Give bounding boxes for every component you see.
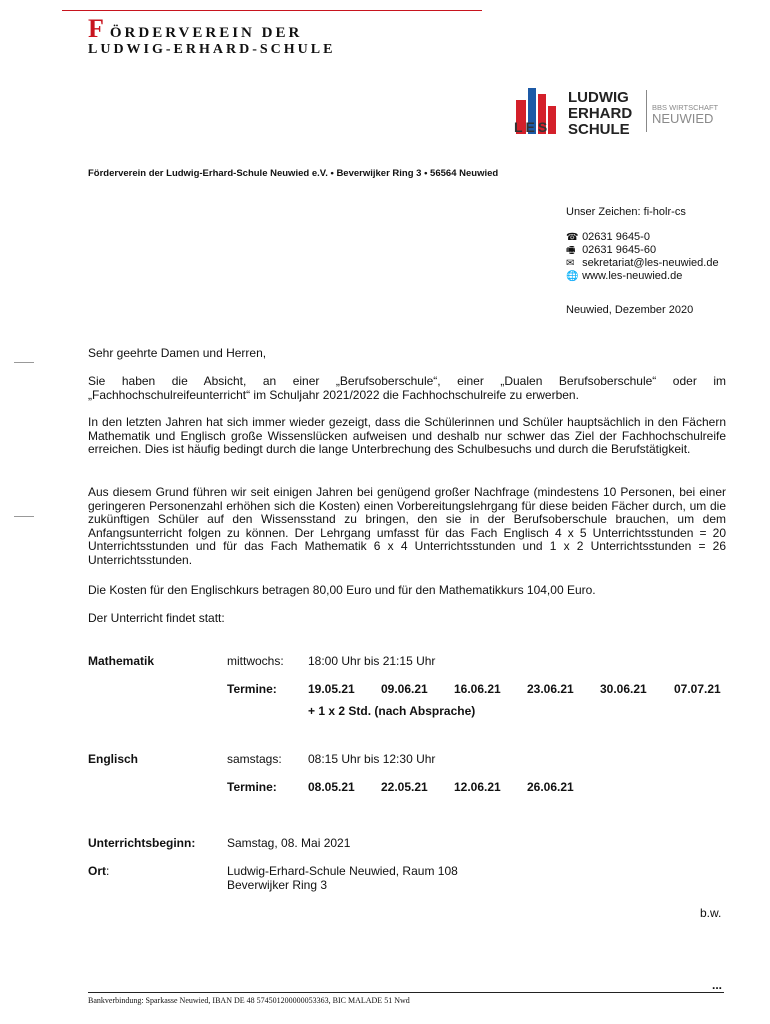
place-colon: : [106, 864, 110, 878]
letterhead-line-2: LUDWIG-ERHARD-SCHULE [88, 42, 336, 57]
logo-name-3: SCHULE [568, 121, 630, 136]
course-english-date: 08.05.21 [308, 780, 355, 794]
contact-phone-text: 02631 9645-0 [582, 231, 650, 243]
paragraph-5: Der Unterricht findet statt: [88, 611, 225, 625]
logo-name-1: LUDWIG [568, 89, 629, 106]
paragraph-2: In den letzten Jahren hat sich immer wieder gezeigt, dass die Schülerinnen und Schüler hauptsächlich in den Fächern Mathematik und Englisch große Wissenslücken aufweisen und deshalb nur schwer das Ziel der Fachhochschulreife erreichen. Dies ist häufig bedingt durch die lange Unterbrechung des Schulbesuchs und durch die Berufstätigkeit. [88, 415, 726, 456]
course-math-extra: + 1 x 2 Std. (nach Absprache) [308, 704, 476, 718]
contact-web[interactable] [566, 270, 719, 283]
contact-email-text[interactable]: sekretariat@les-neuwied.de [582, 257, 719, 269]
place-line-2: Beverwijker Ring 3 [227, 878, 328, 892]
logo-sub-2: NEUWIED [652, 111, 714, 126]
contact-fax-text: 02631 9645-60 [582, 244, 657, 256]
paragraph-1: Sie haben die Absicht, an einer „Berufsoberschule“, einer „Dualen Berufsoberschule“ oder im „Fachhochschulreifeunterricht“ im Schuljahr 2021/2022 die Fachhochschulreife zu erwerben. [88, 374, 726, 402]
letterhead-line-1-text: ÖRDERVEREIN DER [109, 25, 303, 41]
logo-letters: LES [514, 119, 551, 135]
course-math-subject: Mathematik [88, 654, 155, 668]
course-math-date: 19.05.21 [308, 682, 355, 696]
fold-mark-2 [14, 516, 34, 517]
course-math-date: 09.06.21 [381, 682, 428, 696]
course-english-date: 22.05.21 [381, 780, 428, 794]
logo-sub-1: BBS WIRTSCHAFT [652, 103, 719, 112]
course-math-date: 23.06.21 [527, 682, 574, 696]
school-logo [510, 86, 725, 136]
fold-mark-1 [14, 362, 34, 363]
contact-fax [566, 244, 719, 257]
course-math-time: 18:00 Uhr bis 21:15 Uhr [308, 654, 436, 668]
course-math-termine-label: Termine: [227, 682, 277, 696]
course-english-time: 08:15 Uhr bis 12:30 Uhr [308, 752, 436, 766]
fax-icon: 🖷 [566, 245, 576, 256]
phone-icon: ☎ [566, 232, 579, 243]
start-label: Unterrichtsbeginn: [88, 836, 196, 850]
start-value: Samstag, 08. Mai 2021 [227, 836, 351, 850]
salutation: Sehr geehrte Damen und Herren, [88, 346, 267, 360]
place-label: Ort [88, 864, 106, 878]
course-english-day: samstags: [227, 752, 282, 766]
continuation-dots: ... [712, 978, 723, 992]
contact-web-text[interactable]: www.les-neuwied.de [582, 270, 683, 282]
course-math-date: 16.06.21 [454, 682, 501, 696]
letterhead-initial: F [88, 14, 104, 43]
place-line-1: Ludwig-Erhard-Schule Neuwied, Raum 108 [227, 864, 458, 878]
bank-footer: Bankverbindung: Sparkasse Neuwied, IBAN DE 48 574501200000053363, BIC MALADE 51 Nwd [88, 996, 410, 1005]
course-math-date: 07.07.21 [674, 682, 721, 696]
header-rule [62, 10, 482, 11]
contact-phone [566, 231, 719, 244]
contact-email[interactable] [566, 257, 719, 270]
course-math-date: 30.06.21 [600, 682, 647, 696]
globe-icon: 🌐 [566, 271, 579, 282]
course-english-date: 12.06.21 [454, 780, 501, 794]
sender-line: Förderverein der Ludwig-Erhard-Schule Neuwied e.V. • Beverwijker Ring 3 • 56564 Neuwied [88, 168, 499, 179]
paragraph-3: Aus diesem Grund führen wir seit einigen Jahren bei genügend großer Nachfrage (mindestens 10 Personen, bei einer geringeren Personenzahl erhöhen sich die Kosten) einen Vorbereitungslehrgang für diese beiden Fächer durch, um die zukünftigen Schüler auf den Wissensstand zu bringen, den sie in der Berufsoberschule brauchen, um dem Anfangsunterricht folgen zu können. Der Lehrgang umfasst für das Fach Englisch 4 x 5 Unterrichtsstunden = 20 Unterrichtsstunden und für das Fach Mathematik 6 x 4 Unterrichtsstunden und 1 x 2 Unterrichtsstunden = 26 Unterrichtsstunden. [88, 485, 726, 567]
contact-block [566, 231, 719, 283]
letterhead-line-1 [88, 14, 302, 44]
paragraph-4: Die Kosten für den Englischkurs betragen 80,00 Euro und für den Mathematikkurs 104,00 Euro. [88, 583, 596, 597]
continue-note: b.w. [700, 906, 722, 920]
email-icon: ✉ [566, 258, 575, 269]
course-math-day: mittwochs: [227, 654, 284, 668]
footer-rule [88, 992, 724, 993]
course-english-termine-label: Termine: [227, 780, 277, 794]
logo-name-2: ERHARD [568, 105, 633, 122]
reference: Unser Zeichen: fi-holr-cs [566, 206, 686, 218]
letter-date: Neuwied, Dezember 2020 [566, 304, 694, 316]
place-label-wrap [88, 864, 109, 878]
course-english-subject: Englisch [88, 752, 139, 766]
course-english-date: 26.06.21 [527, 780, 574, 794]
